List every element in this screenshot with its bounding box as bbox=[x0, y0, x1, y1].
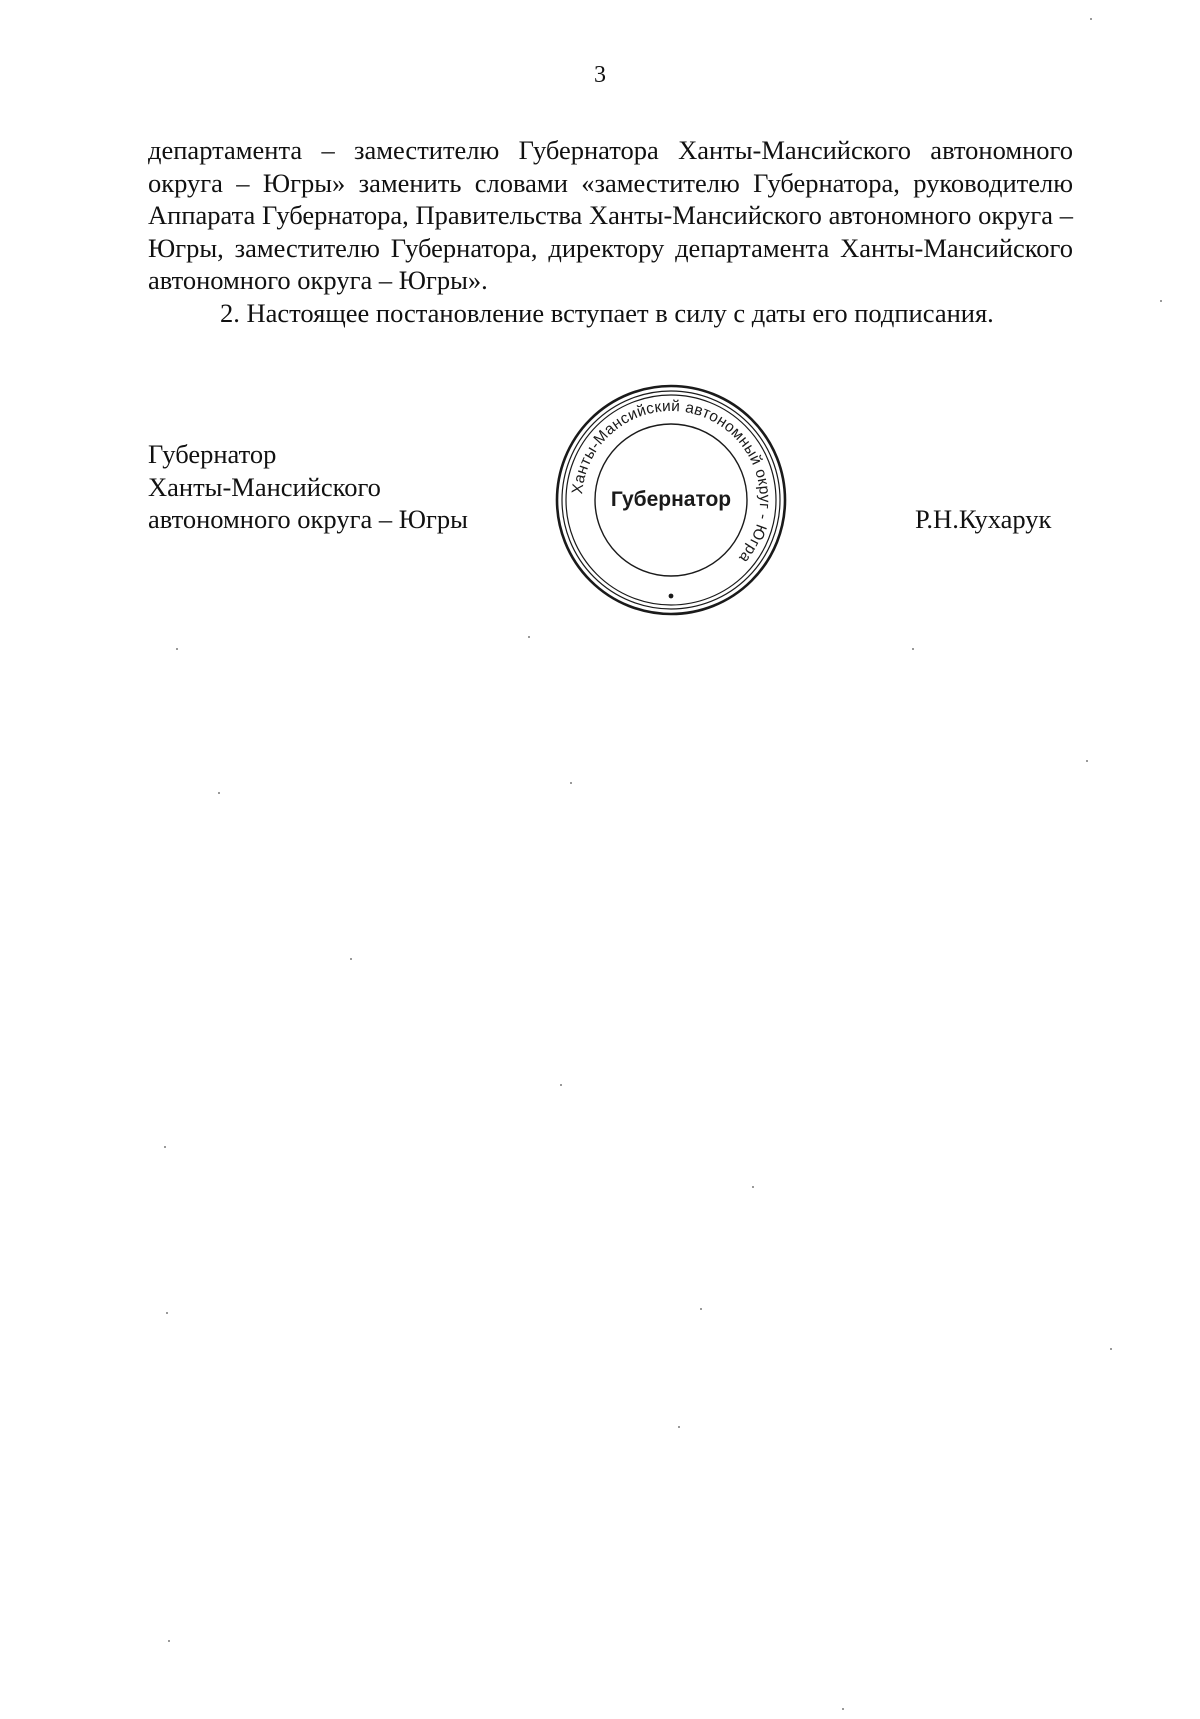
scan-speck bbox=[1090, 18, 1092, 20]
document-body bbox=[148, 134, 1073, 329]
scan-speck bbox=[678, 1426, 680, 1428]
scan-speck bbox=[912, 648, 914, 650]
signatory-title bbox=[148, 438, 468, 536]
scan-speck bbox=[752, 1186, 754, 1188]
scan-speck bbox=[1086, 760, 1088, 762]
seal-center-text: Губернатор bbox=[610, 488, 732, 511]
scan-speck bbox=[350, 958, 352, 960]
scan-speck bbox=[528, 636, 530, 638]
signatory-title-line: автономного округа – Югры bbox=[148, 504, 468, 534]
scan-speck bbox=[176, 648, 178, 650]
scan-speck bbox=[842, 1708, 844, 1710]
seal-star-mark bbox=[669, 594, 674, 599]
page-number: 3 bbox=[594, 62, 606, 88]
scan-speck bbox=[700, 1308, 702, 1310]
scan-speck bbox=[164, 1146, 166, 1148]
scan-speck bbox=[560, 1084, 562, 1086]
scan-speck bbox=[570, 782, 572, 784]
signatory-title-line: Ханты-Мансийского bbox=[148, 471, 381, 502]
official-seal bbox=[553, 382, 789, 618]
scan-speck bbox=[1110, 1348, 1112, 1350]
scan-speck bbox=[166, 1312, 168, 1314]
signatory-title-line: Губернатор bbox=[148, 439, 277, 469]
seal-ring-text: Ханты-Мансийский автономный округ - Югра bbox=[569, 397, 774, 567]
paragraph-amendment: департамента – заместителю Губернатора Ханты-Мансийского автономного округа – Югры» заменить словами «заместителю Губернатора, руководителю Аппарата Губернатора, Правительства Ханты-Мансийского автономного округа – Югры, заместителю Губернатора, директору департамента Ханты-Мансийского автономного округа – Югры». bbox=[148, 135, 1073, 295]
scan-speck bbox=[1160, 300, 1162, 302]
scan-speck bbox=[168, 1640, 170, 1642]
scan-speck bbox=[218, 792, 220, 794]
paragraph-effective-date: 2. Настоящее постановление вступает в силу с даты его подписания. bbox=[220, 297, 994, 328]
signatory-name: Р.Н.Кухарук bbox=[915, 504, 1052, 534]
